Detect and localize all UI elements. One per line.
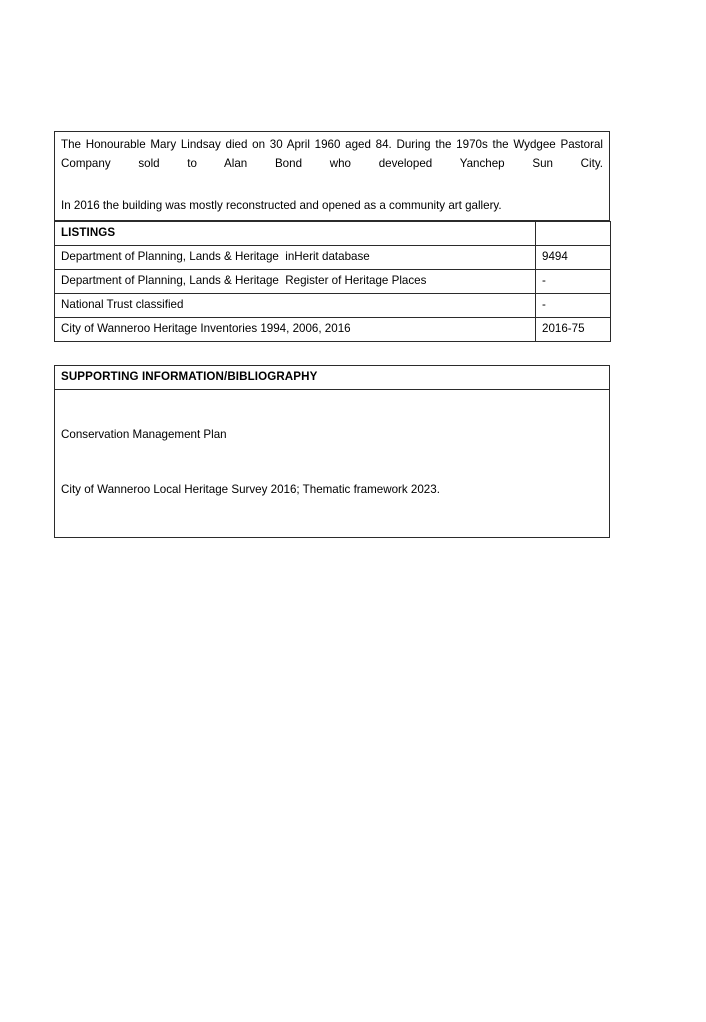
table-row	[55, 390, 610, 538]
bibliography-header-row	[55, 366, 610, 390]
listing-value-register-of-heritage-places: -	[536, 270, 611, 294]
table-row	[55, 294, 611, 318]
listing-value-city-of-wanneroo-heritage-inventories: 2016-75	[536, 318, 611, 342]
bibliography-entries-cell	[55, 390, 610, 538]
narrative-paragraph-2: In 2016 the building was mostly reconstructed and opened as a community art gallery.	[61, 198, 502, 212]
narrative-paragraph-1: The Honourable Mary Lindsay died on 30 April 1960 aged 84. During the 1970s the Wydgee Pastoral Company sold to Alan Bond who developed Yanchep Sun City.	[61, 138, 607, 170]
listings-header-row	[55, 222, 611, 246]
narrative-text-block	[54, 131, 610, 221]
listing-value-national-trust-classified: -	[536, 294, 611, 318]
table-row	[55, 270, 611, 294]
table-row	[55, 246, 611, 270]
listings-heading: LISTINGS	[55, 222, 536, 246]
bibliography-entry-local-heritage-survey: City of Wanneroo Local Heritage Survey 2016; Thematic framework 2023.	[61, 482, 440, 496]
bibliography-table	[54, 365, 610, 538]
listing-label-inherit-database: Department of Planning, Lands & Heritage inHerit database	[55, 246, 536, 270]
listing-label-city-of-wanneroo-heritage-inventories: City of Wanneroo Heritage Inventories 1994, 2006, 2016	[55, 318, 536, 342]
bibliography-entry-conservation-management-plan: Conservation Management Plan	[61, 428, 227, 441]
listing-label-national-trust-classified: National Trust classified	[55, 294, 536, 318]
bibliography-heading: SUPPORTING INFORMATION/BIBLIOGRAPHY	[55, 366, 610, 390]
listings-table	[54, 221, 611, 342]
listing-value-inherit-database: 9494	[536, 246, 611, 270]
listings-heading-value	[536, 222, 611, 246]
table-row	[55, 318, 611, 342]
listing-label-register-of-heritage-places: Department of Planning, Lands & Heritage Register of Heritage Places	[55, 270, 536, 294]
